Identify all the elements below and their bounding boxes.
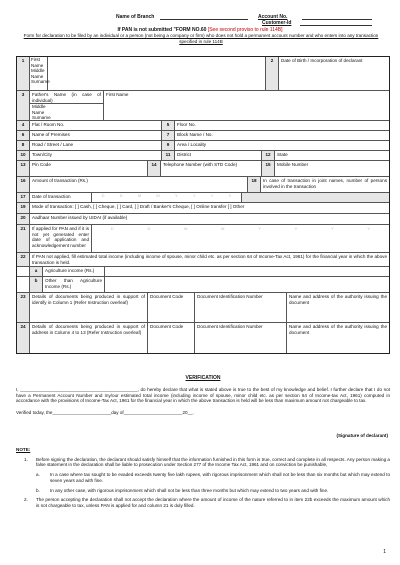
account-input-line[interactable] <box>302 19 372 20</box>
subitem-text: In a case where tax sought to be evaded exceeds twenty five lakh rupees, with rigorous imprisonment which shall not be less than six months but which may extend to seven years and with fine. <box>50 472 390 483</box>
floor-label[interactable]: Floor No. <box>177 122 196 127</box>
form-title-note: [See second proviso to rule 114B] <box>207 27 283 33</box>
area-label[interactable]: Area / Locality <box>177 142 207 147</box>
pan-application-date-input[interactable] <box>92 225 389 252</box>
issuing-authority-header: Name and address of the authority issuing the document <box>289 324 387 335</box>
verification-title: VERIFICATION <box>185 375 221 381</box>
row-agri-income <box>17 267 389 277</box>
address-documents-label: Details of documents being produced in support of address in Column 4 to 13 (Refer Instruction overleaf) <box>30 323 148 353</box>
transaction-date-input[interactable] <box>92 193 242 202</box>
row-pin-phone-mobile <box>17 161 389 177</box>
year-placeholder: Y <box>228 193 232 198</box>
notes-title: NOTE: <box>16 447 31 452</box>
middle-label: Middle <box>31 68 45 73</box>
row-id-documents <box>17 293 389 323</box>
transaction-date-label: Date of transaction <box>30 193 92 202</box>
page-number: 1 <box>383 549 386 555</box>
customer-id-input-line[interactable] <box>300 25 372 26</box>
month-placeholder: M <box>184 226 188 231</box>
flat-label[interactable]: Flat / Room No. <box>30 121 162 130</box>
block-label[interactable]: Block Name / No. <box>177 132 213 137</box>
document-id-header: Document Identification Number <box>195 323 287 353</box>
road-label[interactable]: Road / Street / Lane <box>30 141 162 150</box>
year-placeholder: Y <box>367 226 371 231</box>
field-number: 22 <box>17 253 30 266</box>
field-number: 21 <box>17 225 30 252</box>
subitem-text: In any other case, with rigorous imprisonment which shall not be less than three months but which may extend to two years and with fine. <box>50 487 329 493</box>
spacer-cell <box>17 267 30 276</box>
month-placeholder: M <box>137 193 142 198</box>
joint-persons-label[interactable]: In case of transaction in joint names, number of persons involved in the transaction <box>263 178 387 189</box>
father-label-cell <box>30 91 104 120</box>
other-income-label: Other than Agriculture Income (Rs.) <box>43 277 105 292</box>
document-code-header: Document Code <box>148 323 195 353</box>
field-number: 9 <box>162 141 175 150</box>
row-pan-applied <box>17 225 389 253</box>
customer-id-label: Customer-Id <box>262 20 292 26</box>
field-number: 1 <box>17 57 30 90</box>
telephone-label[interactable]: Telephone Number (with STD Code) <box>161 161 262 176</box>
day-placeholder: D <box>101 193 105 198</box>
estimated-income-label: If PAN not applied, fill estimated total income (including income of spouse, minor child etc. as per section 64 of Income-Tax Act, 1961) for the financial year in which the above transaction is held. <box>32 254 387 265</box>
note-number: 1. <box>24 456 28 462</box>
day-placeholder: D <box>147 226 151 231</box>
premises-label[interactable]: Name of Premises <box>30 131 162 140</box>
row-other-income <box>17 277 389 293</box>
field-number: 18 <box>248 177 261 192</box>
field-number: 23 <box>17 293 30 322</box>
note-item <box>16 457 390 468</box>
row-mode <box>17 203 389 214</box>
account-label: Account No. <box>258 14 288 20</box>
first-name-label: First Name <box>106 92 129 97</box>
field-number: 4 <box>17 121 30 130</box>
verification-text: I, ______________________________________________, do hereby declare that what is stated above is true to the best of my knowledge and belief. I further declare that I do not have a Permanent Account Number and my/our estimated total income (including income of spouse, minor child etc. as per section 64 of Income-tax Act, 1961) computed in accordance with the provisions of Income-Tax Act, 1961 for the financial year in which the above transaction is held will be less than maximum amount not chargeable to tax. <box>16 387 390 404</box>
year-placeholder: Y <box>192 193 196 198</box>
father-name-label: Father's Name (in case of individual) <box>32 92 101 103</box>
pin-code-label[interactable]: Pin Code <box>30 161 148 176</box>
town-label[interactable]: Town/City <box>30 151 162 160</box>
field-number: 7 <box>162 131 175 140</box>
issuing-authority-header: Name and address of the authority issuing the document <box>289 294 387 305</box>
note-item <box>16 497 390 508</box>
field-number: 10 <box>17 151 30 160</box>
name-input[interactable] <box>48 57 266 90</box>
form-header <box>0 14 400 26</box>
year-placeholder: Y <box>258 226 261 231</box>
mode-of-transaction-label[interactable]: Mode of transaction: [ ] Cash, [ ] Cheque, [ ] Card, [ ] Draft / Banker's Cheque, [ ] Online transfer [ ] Other <box>32 204 245 209</box>
spacer-cell <box>17 277 30 292</box>
note-subitem <box>16 488 390 494</box>
row-flat-floor <box>17 121 389 131</box>
year-placeholder: Y <box>210 193 214 198</box>
day-placeholder: D <box>110 226 114 231</box>
sub-item-marker: a <box>30 267 43 276</box>
verification-section <box>16 375 390 417</box>
field-number: 8 <box>17 141 30 150</box>
branch-label: Name of Branch <box>116 14 155 20</box>
row-road-area <box>17 141 389 151</box>
mobile-label[interactable]: Mobile Number <box>277 162 309 167</box>
day-placeholder: D <box>119 193 123 198</box>
signature-label: (Signature of declarant) <box>336 433 388 438</box>
field-number: 2 <box>266 57 279 90</box>
field-number: 11 <box>162 151 175 160</box>
aadhaar-label[interactable]: Aadhaar Number issued by UIDAI (if available) <box>32 215 128 220</box>
branch-input-line[interactable] <box>160 19 248 20</box>
subitem-marker: a. <box>36 472 40 478</box>
shaded-cell <box>242 193 389 202</box>
field-number: 13 <box>17 161 30 176</box>
field-number: 24 <box>17 323 30 353</box>
verification-date-line[interactable]: Verified today, the_______________________day of_______________________20__. <box>16 410 194 416</box>
field-number: 15 <box>262 161 275 176</box>
pan-applied-label: If applied for PAN and if it is not yet generated enter date of application and acknowledgement number <box>30 225 92 252</box>
row-date-transaction <box>17 193 389 203</box>
row-town-district-state <box>17 151 389 161</box>
surname-label: Surname <box>31 79 50 84</box>
field-number: 20 <box>17 214 30 224</box>
row-father-name <box>17 91 389 121</box>
name-label: Name <box>31 73 44 79</box>
field-number: 3 <box>17 91 30 120</box>
agri-income-input[interactable] <box>105 267 389 276</box>
field-number: 17 <box>17 193 30 202</box>
dob-label: Date of Birth / Incorporation of declarant <box>281 58 363 63</box>
district-label[interactable]: District <box>175 151 262 160</box>
notes-section <box>16 447 390 509</box>
agri-income-label: Agriculture income (Rs.) <box>43 267 105 276</box>
form-subtitle: Form for declaration to be filed by an individual or a person (not being a company or firm) who does not hold a permanent account number and who enters into any transaction specified in rule 114B <box>23 33 379 44</box>
document-id-header: Document Identification Number <box>195 293 287 322</box>
father-name-input[interactable] <box>104 91 389 120</box>
sub-item-marker: b <box>30 277 43 292</box>
row-name <box>17 57 389 91</box>
form-title-text: If PAN is not submitted "FORM NO.60 <box>117 27 207 33</box>
row-address-documents <box>17 323 389 353</box>
state-label[interactable]: State <box>277 152 288 157</box>
name-label: Name <box>32 109 45 115</box>
note-subitem <box>16 472 390 483</box>
subitem-marker: b. <box>36 487 40 493</box>
document-code-header: Document Code <box>148 293 195 322</box>
declaration-table <box>16 56 390 354</box>
row-aadhaar <box>17 214 389 225</box>
note-number: 2. <box>24 497 28 503</box>
amount-label[interactable]: Amount of transaction (Rs.) <box>30 177 248 192</box>
year-placeholder: Y <box>330 226 334 231</box>
field-number: 19 <box>17 203 30 213</box>
year-placeholder: Y <box>294 226 298 231</box>
note-text: The person accepting the declaration shall not accept the declaration where the amount of income of the nature referred to in item 22b exceeds the maximum amount which is not chargeable to tax, unless PAN is applied for and column 21 is duly filled. <box>36 497 390 509</box>
other-income-input[interactable] <box>105 277 389 292</box>
row-estimated-income <box>17 253 389 267</box>
surname-label: Surname <box>32 115 51 120</box>
note-text: Before signing the declaration, the declarant should satisfy himself that the information furnished in this form is true, correct and complete in all respects. Any person making a false statement in the declaration shall be liable to prosecution under Section 277 of the Income Tax Act, 1961 and on conviction be punishable, <box>36 456 390 468</box>
middle-label: Middle <box>32 104 46 109</box>
year-placeholder: Y <box>174 193 178 198</box>
field-number: 12 <box>262 151 275 160</box>
row-amount-joint <box>17 177 389 193</box>
field-number: 14 <box>148 161 161 176</box>
name-labels <box>30 57 48 90</box>
field-number: 6 <box>17 131 30 140</box>
field-number: 5 <box>162 121 175 130</box>
row-premises-block <box>17 131 389 141</box>
month-placeholder: M <box>221 226 225 231</box>
first-label: First <box>31 57 40 62</box>
name-label: Name <box>31 62 44 68</box>
id-documents-label: Details of documents being produced in support of identify in Column 1 (Refer Instruction overleaf) <box>30 293 148 322</box>
month-placeholder: M <box>156 193 160 198</box>
field-number: 16 <box>17 177 30 192</box>
